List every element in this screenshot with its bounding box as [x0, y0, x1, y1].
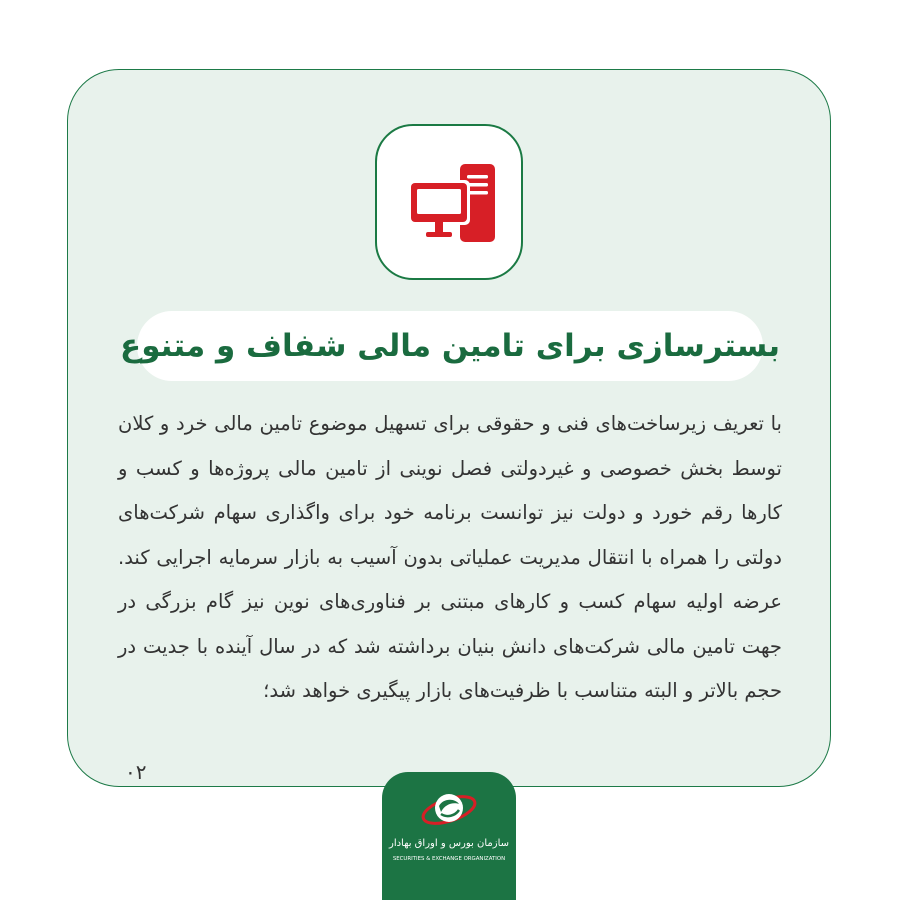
page-number: ۰۲: [125, 760, 147, 784]
computer-icon: [405, 160, 497, 246]
logo-emblem-icon: [419, 784, 479, 836]
logo-name-en: SECURITIES & EXCHANGE ORGANIZATION: [392, 856, 506, 862]
logo-name-fa: سازمان بورس و اوراق بهادار: [388, 838, 509, 849]
organization-logo: [382, 772, 516, 900]
icon-container: [375, 124, 523, 280]
title-banner: [120, 311, 780, 381]
page-title: بسترسازی برای تامین مالی شفاف و متنوع: [120, 328, 780, 364]
body-paragraph: با تعریف زیرساخت‌های فنی و حقوقی برای تسهیل موضوع تامین مالی خرد و کلان توسط بخش خصوصی و غیردولتی فصل نوینی از تامین مالی پروژه‌ها و کسب و کارها رقم خورد و دولت نیز توانست برنامه خود برای واگذاری سهام شرکت‌های دولتی را همراه با انتقال مدیریت عملیاتی بدون آسیب به بازار سرمایه اجرایی کند. عرضه اولیه سهام کسب و کارهای مبتنی بر فناوری‌های نوین نیز گام بزرگی در جهت تامین مالی شرکت‌های دانش بنیان برداشته شد که در سال آینده با جدیت در حجم بالاتر و البته متناسب با ظرفیت‌های بازار پیگیری خواهد شد؛: [118, 412, 782, 702]
